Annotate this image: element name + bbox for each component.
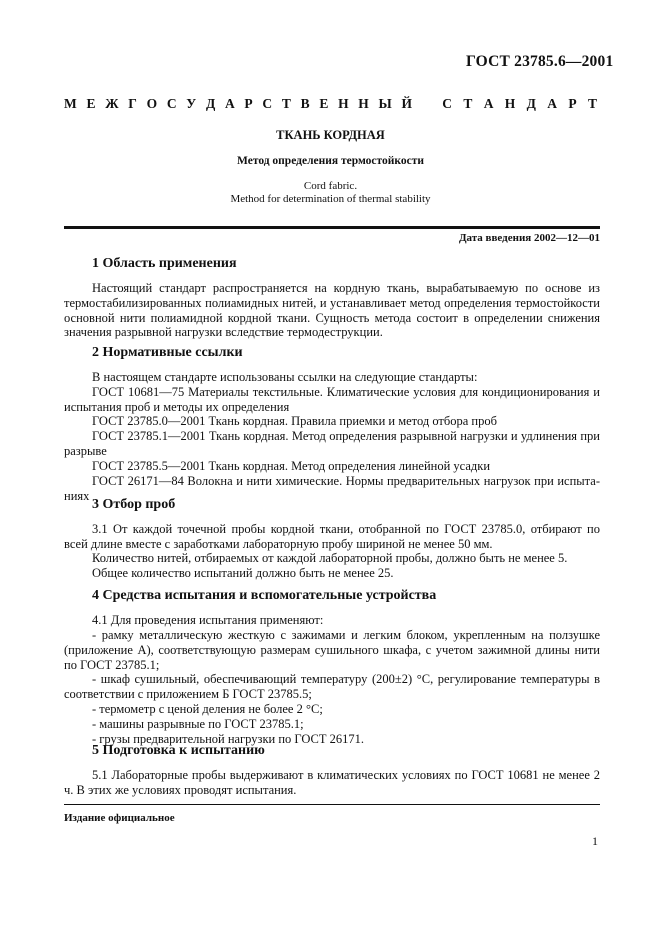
equipment-item: - термометр с ценой деления не более 2 °С; <box>92 702 323 716</box>
section-3-paragraph: Общее количество испытаний должно быть не менее 25. <box>92 566 394 580</box>
english-title <box>0 180 661 206</box>
section-4-paragraph: 4.1 Для проведения испытания применяют: <box>92 613 324 627</box>
section-3-heading: 3 Отбор проб <box>92 497 176 512</box>
interstate-word: М Е Ж Г О С У Д А Р С Т В Е Н Н Ы Й <box>64 96 413 111</box>
effective-date: Дата введения 2002—12—01 <box>458 232 600 244</box>
section-2-heading: 2 Нормативные ссылки <box>92 345 243 360</box>
document-title: ТКАНЬ КОРДНАЯ <box>276 128 385 142</box>
interstate-standard-banner <box>64 96 597 112</box>
page-number: 1 <box>592 834 598 848</box>
header-rule <box>64 226 600 229</box>
document-subtitle: Метод определения термостойкости <box>237 155 424 167</box>
equipment-item: - рамку металлическую жесткую с зажимами и легким блоком, укрепленным на ползушке (приложение А), соответствующую размерам сушильного шкафа, с учетом зажимной длины нити по ГОСТ 23785.1; <box>64 628 600 672</box>
section-2-intro: В настоящем стандарте использованы ссылки на следующие стандарты: <box>92 370 478 384</box>
section-5-heading: 5 Подготовка к испытанию <box>92 743 265 758</box>
equipment-item: - грузы предварительной нагрузки по ГОСТ 26171. <box>92 732 364 746</box>
section-5-paragraph: 5.1 Лабораторные пробы выдерживают в климатических условиях по ГОСТ 10681 не менее 2 ч. В этих же условиях проводят испытания. <box>64 768 600 797</box>
reference-item: ГОСТ 10681—75 Материалы текстильные. Климатические условия для кондиционирования и испытания проб и методы их определения <box>64 385 600 414</box>
section-4-heading: 4 Средства испытания и вспомогательные устройства <box>92 588 437 603</box>
reference-item: ГОСТ 23785.5—2001 Ткань кордная. Метод определения линейной усадки <box>92 459 491 473</box>
equipment-item: - шкаф сушильный, обеспечивающий температуру (200±2) °С, регулирование температуры в соответствии с приложением Б ГОСТ 23785.5; <box>64 672 600 701</box>
reference-item: ГОСТ 23785.0—2001 Ткань кордная. Правила приемки и метод отбора проб <box>92 414 497 428</box>
footer-rule <box>64 804 600 805</box>
english-title-line2: Method for determination of thermal stability <box>230 193 431 205</box>
section-1-heading: 1 Область применения <box>92 256 237 271</box>
official-edition-label: Издание официальное <box>64 812 175 824</box>
section-3-paragraph: Количество нитей, отбираемых от каждой лабораторной пробы, должно быть не менее 5. <box>92 551 568 565</box>
section-3-paragraph: 3.1 От каждой точечной пробы кордной ткани, отобранной по ГОСТ 23785.0, отбирают по всей длине вместе с заработками лабораторную пробу шириной не менее 50 мм. <box>64 522 600 551</box>
reference-item: ГОСТ 23785.1—2001 Ткань кордная. Метод определения разрывной нагрузки и удлинения при разрыве <box>64 429 600 458</box>
reference-item: ГОСТ 26171—84 Волокна и нити химические. Нормы предварительных нагрузок при испыта-ниях <box>64 474 600 503</box>
section-1-paragraph: Настоящий стандарт распространяется на кордную ткань, вырабатываемую по основе из термостабилизированных полиамидных нитей, и устанавливает метод определения термостойкости основной нити полиамидной кордной ткани. Сущность метода состоит в определении снижения значения разрывной нагрузки вследствие термодеструкции. <box>64 281 600 340</box>
english-title-line1: Cord fabric. <box>303 180 358 192</box>
equipment-item: - машины разрывные по ГОСТ 23785.1; <box>92 717 304 731</box>
standard-code: ГОСТ 23785.6—2001 <box>466 53 614 70</box>
standard-word: С Т А Н Д А Р Т <box>442 96 597 111</box>
